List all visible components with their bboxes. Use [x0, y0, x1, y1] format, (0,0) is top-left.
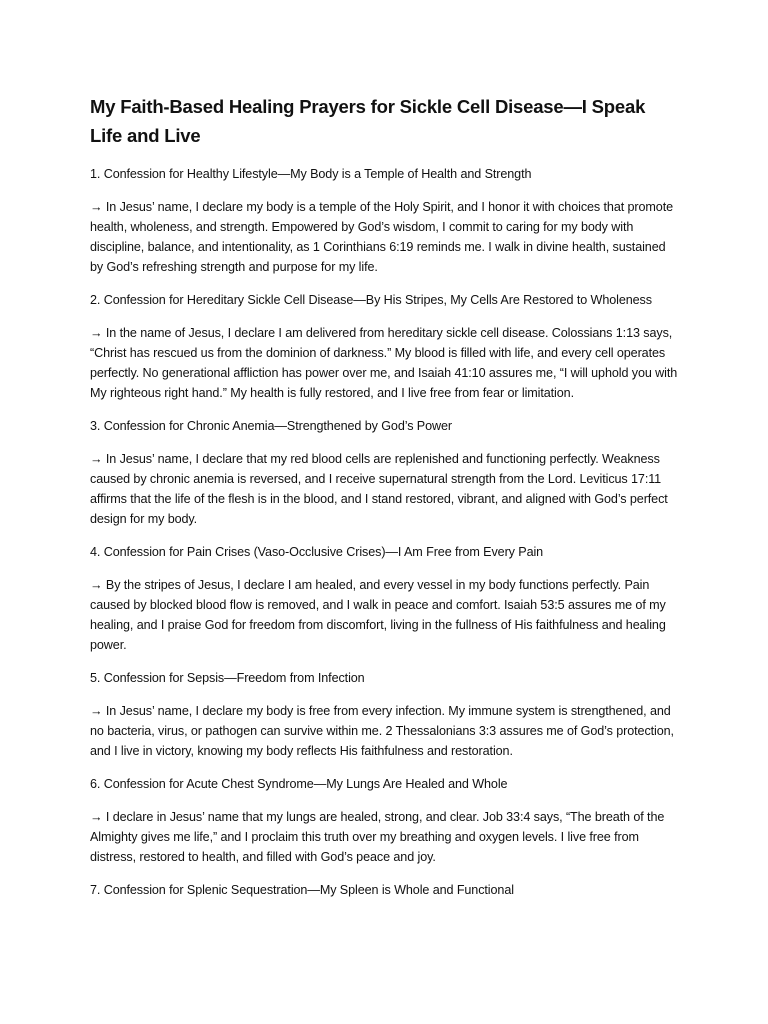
- document-title: My Faith-Based Healing Prayers for Sickle Cell Disease—I Speak Life and Live: [90, 96, 646, 146]
- section-body-5: → In Jesus’ name, I declare my body is free from every infection. My immune system is strengthened, and no bacteria, virus, or pathogen can survive within me. 2 Thessalonians 3:3 assures me of God’s protection, and I live in victory, knowing my body reflects His faithfulness and restoration.: [90, 704, 674, 758]
- section-heading-4: 4. Confession for Pain Crises (Vaso-Occlusive Crises)—I Am Free from Every Pain: [90, 545, 544, 559]
- section-heading-2: 2. Confession for Hereditary Sickle Cell Disease—By His Stripes, My Cells Are Restored to Wholeness: [90, 293, 652, 307]
- section-heading-1: 1. Confession for Healthy Lifestyle—My Body is a Temple of Health and Strength: [90, 167, 532, 181]
- section-body-4: → By the stripes of Jesus, I declare I am healed, and every vessel in my body functions perfectly. Pain caused by blocked blood flow is removed, and I walk in peace and comfort. Isaiah 53:5 assures me of my healing, and I praise God for freedom from discomfort, living in the fullness of His faithfulness and healing power.: [90, 578, 666, 652]
- section-heading-5: 5. Confession for Sepsis—Freedom from Infection: [90, 671, 365, 685]
- section-body-3: → In Jesus’ name, I declare that my red blood cells are replenished and functioning perfectly. Weakness caused by chronic anemia is reversed, and I receive supernatural strength from the Lord. Leviticus 17:11 affirms that the life of the flesh is in the blood, and I stand restored, vibrant, and aligned with God’s perfect design for my body.: [90, 452, 668, 526]
- section-heading-6: 6. Confession for Acute Chest Syndrome—My Lungs Are Healed and Whole: [90, 777, 508, 791]
- section-body-2: → In the name of Jesus, I declare I am delivered from hereditary sickle cell disease. Colossians 1:13 says, “Christ has rescued us from the dominion of darkness.” My blood is filled with life, and every cell operates perfectly. No generational affliction has power over me, and Isaiah 41:10 assures me, “I will uphold you with My righteous right hand.” My health is fully restored, and I live free from fear or limitation.: [90, 326, 678, 400]
- section-heading-3: 3. Confession for Chronic Anemia—Strengthened by God’s Power: [90, 419, 452, 433]
- section-heading-7: 7. Confession for Splenic Sequestration—My Spleen is Whole and Functional: [90, 883, 514, 897]
- document-content: [90, 92, 680, 913]
- section-body-1: → In Jesus’ name, I declare my body is a temple of the Holy Spirit, and I honor it with choices that promote health, wholeness, and strength. Empowered by God’s wisdom, I commit to caring for my body with discipline, balance, and intentionality, as 1 Corinthians 6:19 reminds me. I walk in divine health, sustained by God’s refreshing strength and purpose for my life.: [90, 200, 674, 274]
- section-body-6: → I declare in Jesus’ name that my lungs are healed, strong, and clear. Job 33:4 says, “The breath of the Almighty gives me life,” and I proclaim this truth over my breathing and oxygen levels. I live free from distress, restored to health, and filled with God’s peace and joy.: [90, 810, 665, 864]
